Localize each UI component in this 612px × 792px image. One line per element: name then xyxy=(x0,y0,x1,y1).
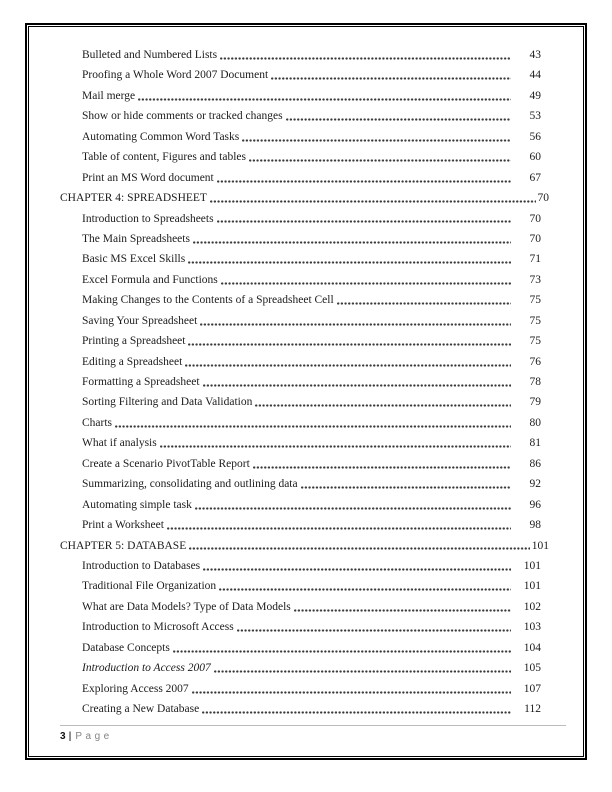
page-border-outer xyxy=(25,23,587,760)
toc-entry-label: Making Changes to the Contents of a Spreadsheet Cell xyxy=(82,294,334,307)
toc-entry-label: What if analysis xyxy=(82,437,157,450)
toc-entry-label: Database Concepts xyxy=(82,641,170,654)
toc-entry[interactable] xyxy=(60,454,550,474)
dot-leader xyxy=(253,454,511,474)
dot-leader xyxy=(214,658,511,678)
toc-entry[interactable] xyxy=(60,352,550,372)
toc-entry-label: Exploring Access 2007 xyxy=(82,682,189,695)
toc-entry-page-number: 102 xyxy=(523,600,541,613)
table-of-contents xyxy=(60,45,550,719)
toc-entry-label: Introduction to Databases xyxy=(82,559,201,572)
toc-entry[interactable] xyxy=(60,290,550,310)
dot-leader xyxy=(210,188,536,208)
dot-leader xyxy=(185,352,511,372)
toc-entry[interactable] xyxy=(60,597,550,617)
toc-entry[interactable] xyxy=(60,495,550,515)
toc-entry-label: What are Data Models? Type of Data Models xyxy=(82,600,291,613)
toc-entry[interactable] xyxy=(60,106,550,126)
toc-entry[interactable] xyxy=(60,658,550,678)
toc-entry-label: Creating a New Database xyxy=(82,703,200,715)
toc-entry-label: Sorting Filtering and Data Validation xyxy=(82,396,253,409)
dot-leader xyxy=(237,617,511,637)
toc-entry-label: Printing a Spreadsheet xyxy=(82,335,186,348)
dot-leader xyxy=(173,638,511,658)
toc-entry[interactable] xyxy=(60,638,550,658)
dot-leader xyxy=(195,495,511,515)
toc-entry[interactable] xyxy=(60,372,550,392)
dot-leader xyxy=(188,249,511,269)
toc-entry[interactable] xyxy=(60,168,550,188)
dot-leader xyxy=(249,147,511,167)
toc-entry[interactable] xyxy=(60,249,550,269)
toc-entry-page-number: 105 xyxy=(523,662,541,675)
dot-leader xyxy=(221,270,511,290)
toc-entry[interactable] xyxy=(60,392,550,412)
toc-entry[interactable] xyxy=(60,413,550,433)
dot-leader xyxy=(192,679,511,699)
dot-leader xyxy=(255,392,511,412)
toc-entry-page-number: 71 xyxy=(529,253,541,266)
toc-entry-page-number: 86 xyxy=(529,457,541,470)
toc-entry-label: Introduction to Spreadsheets xyxy=(82,212,214,225)
toc-entry-label: Introduction to Access 2007 xyxy=(82,662,211,675)
toc-entry-page-number: 107 xyxy=(523,682,541,695)
toc-entry-page-number: 103 xyxy=(523,621,541,634)
toc-entry-label: Show or hide comments or tracked changes xyxy=(82,110,283,123)
toc-entry[interactable] xyxy=(60,576,550,596)
toc-entry-page-number: 78 xyxy=(529,376,541,388)
toc-entry-page-number: 101 xyxy=(531,539,549,552)
toc-entry[interactable] xyxy=(60,127,550,147)
toc-entry[interactable] xyxy=(60,331,550,351)
toc-entry-page-number: 101 xyxy=(523,580,541,593)
toc-entry-page-number: 96 xyxy=(529,498,541,511)
dot-leader xyxy=(189,536,530,556)
dot-leader xyxy=(167,515,511,535)
toc-entry-label: Print an MS Word document xyxy=(82,171,214,184)
toc-entry[interactable] xyxy=(60,45,550,65)
toc-entry-page-number: 76 xyxy=(529,355,541,368)
dot-leader xyxy=(242,127,511,147)
dot-leader xyxy=(294,597,511,617)
dot-leader xyxy=(115,413,511,433)
toc-entry-page-number: 112 xyxy=(524,703,541,715)
toc-entry-page-number: 104 xyxy=(523,641,541,654)
toc-entry[interactable] xyxy=(60,229,550,249)
footer-text xyxy=(60,726,550,742)
dot-leader xyxy=(286,106,511,126)
toc-entry-page-number: 56 xyxy=(529,130,541,143)
toc-entry[interactable] xyxy=(60,188,550,208)
toc-entry-page-number: 75 xyxy=(529,335,541,348)
dot-leader xyxy=(160,433,511,453)
dot-leader xyxy=(202,699,511,719)
toc-entry-label: Introduction to Microsoft Access xyxy=(82,621,234,634)
toc-entry-label: Print a Worksheet xyxy=(82,519,164,532)
toc-entry[interactable] xyxy=(60,311,550,331)
toc-entry-label: Proofing a Whole Word 2007 Document xyxy=(82,69,269,82)
toc-entry[interactable] xyxy=(60,474,550,494)
toc-entry-page-number: 43 xyxy=(529,49,541,61)
toc-entry-label: Charts xyxy=(82,416,113,429)
dot-leader xyxy=(301,474,511,494)
toc-entry-label: Excel Formula and Functions xyxy=(82,273,218,286)
toc-entry-page-number: 67 xyxy=(529,171,541,184)
dot-leader xyxy=(203,556,511,576)
footer-page-number: 3 xyxy=(60,731,66,743)
toc-entry-label: Saving Your Spreadsheet xyxy=(82,314,198,327)
toc-entry-label: Mail merge xyxy=(82,89,136,102)
toc-entry-page-number: 98 xyxy=(529,519,541,532)
toc-entry-page-number: 92 xyxy=(529,478,541,491)
dot-leader xyxy=(220,45,511,65)
page-border-inner xyxy=(28,26,584,757)
toc-entry-page-number: 49 xyxy=(529,89,541,102)
toc-entry-label: Summarizing, consolidating and outlining data xyxy=(82,478,298,491)
dot-leader xyxy=(200,311,511,331)
toc-entry-page-number: 70 xyxy=(529,232,541,245)
toc-entry-label: Formatting a Spreadsheet xyxy=(82,376,200,388)
dot-leader xyxy=(188,331,511,351)
dot-leader xyxy=(337,290,511,310)
toc-entry-label: Traditional File Organization xyxy=(82,580,217,593)
dot-leader xyxy=(217,209,511,229)
dot-leader xyxy=(203,372,511,392)
toc-entry-label: Automating Common Word Tasks xyxy=(82,130,240,143)
toc-entry[interactable] xyxy=(60,515,550,535)
toc-entry[interactable] xyxy=(60,699,550,719)
toc-entry-page-number: 75 xyxy=(529,294,541,307)
toc-entry[interactable] xyxy=(60,65,550,85)
toc-entry[interactable] xyxy=(60,617,550,637)
toc-entry[interactable] xyxy=(60,433,550,453)
toc-entry-label: CHAPTER 5: DATABASE xyxy=(60,539,187,552)
toc-entry-page-number: 70 xyxy=(529,212,541,225)
toc-entry-label: Create a Scenario PivotTable Report xyxy=(82,457,250,470)
dot-leader xyxy=(219,576,511,596)
dot-leader xyxy=(193,229,511,249)
page-footer xyxy=(60,725,550,742)
toc-entry[interactable] xyxy=(60,147,550,167)
toc-entry-page-number: 44 xyxy=(529,69,541,82)
dot-leader xyxy=(138,86,511,106)
toc-entry-page-number: 80 xyxy=(529,416,541,429)
toc-entry-label: Automating simple task xyxy=(82,498,192,511)
toc-entry-label: Bulleted and Numbered Lists xyxy=(82,49,218,61)
toc-entry-page-number: 75 xyxy=(529,314,541,327)
toc-entry[interactable] xyxy=(60,536,550,556)
footer-page-word: Page xyxy=(75,731,113,743)
toc-entry-label: Editing a Spreadsheet xyxy=(82,355,183,368)
toc-entry-page-number: 70 xyxy=(537,192,549,205)
toc-entry[interactable] xyxy=(60,270,550,290)
toc-entry[interactable] xyxy=(60,209,550,229)
toc-entry-label: Basic MS Excel Skills xyxy=(82,253,186,266)
toc-entry-page-number: 53 xyxy=(529,110,541,123)
toc-entry-label: The Main Spreadsheets xyxy=(82,232,190,245)
toc-entry[interactable] xyxy=(60,556,550,576)
footer-separator: | xyxy=(68,731,72,743)
toc-entry-page-number: 79 xyxy=(529,396,541,409)
toc-entry[interactable] xyxy=(60,679,550,699)
dot-leader xyxy=(217,168,511,188)
toc-entry[interactable] xyxy=(60,86,550,106)
dot-leader xyxy=(271,65,511,85)
toc-entry-label: Table of content, Figures and tables xyxy=(82,151,246,164)
toc-entry-page-number: 73 xyxy=(529,273,541,286)
toc-entry-label: CHAPTER 4: SPREADSHEET xyxy=(60,192,207,205)
toc-entry-page-number: 81 xyxy=(529,437,541,450)
toc-entry-page-number: 60 xyxy=(529,151,541,164)
toc-entry-page-number: 101 xyxy=(523,559,541,572)
